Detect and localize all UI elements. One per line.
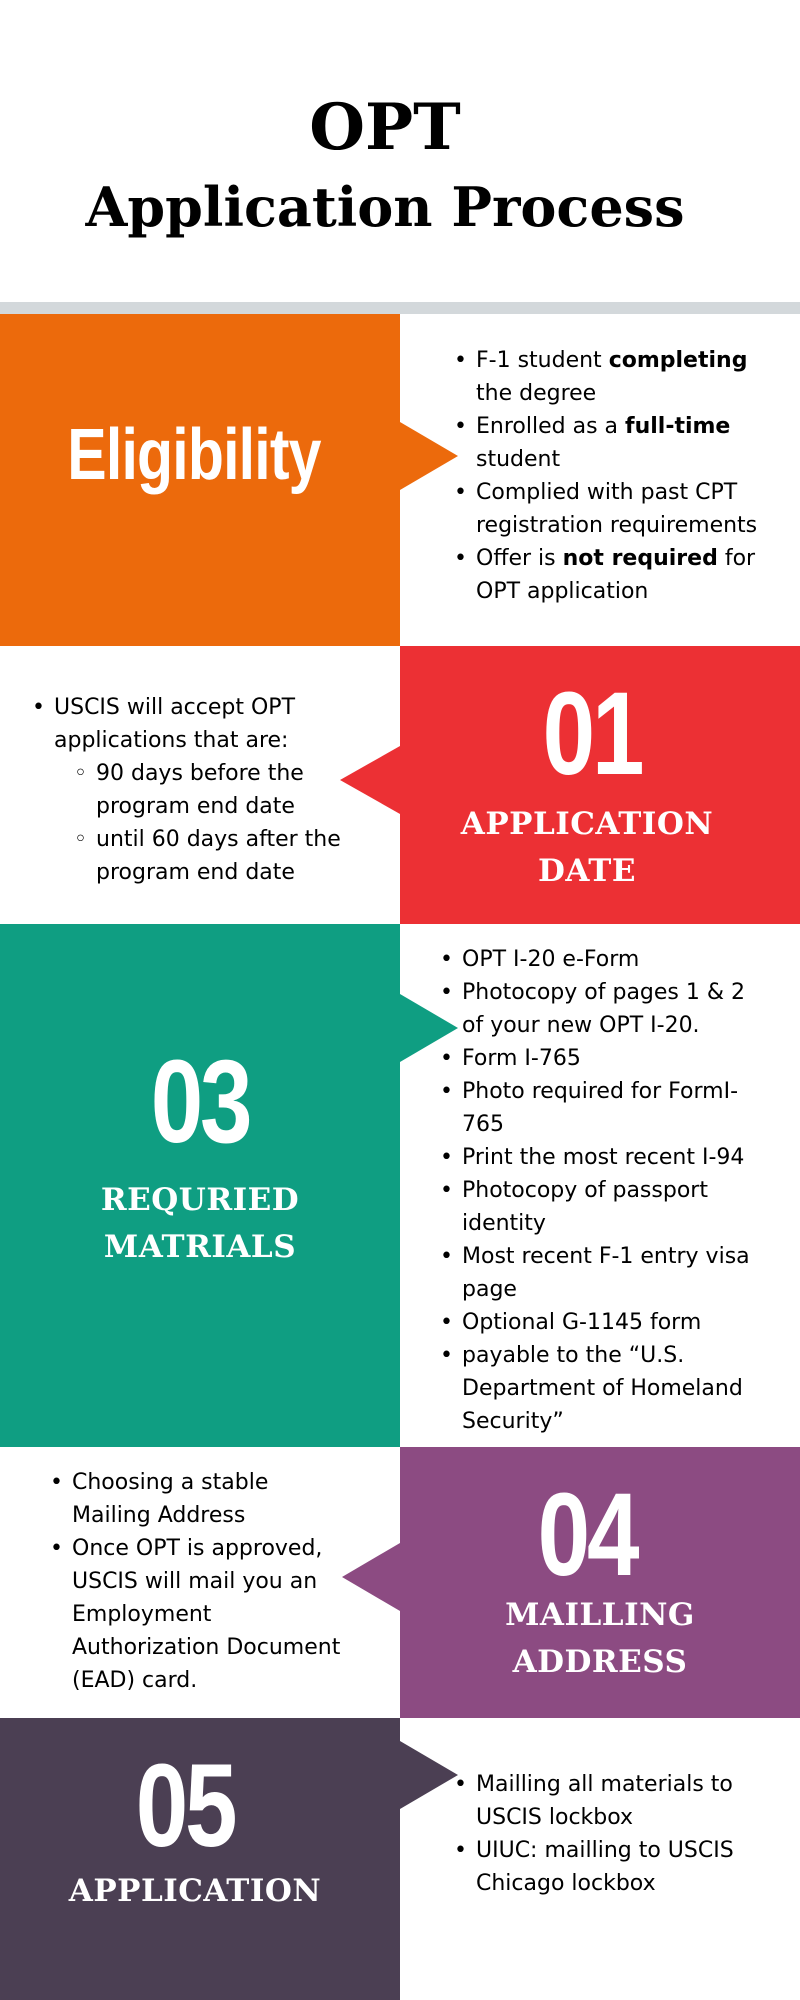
arrow-right	[400, 1741, 458, 1809]
step5-section	[0, 1718, 800, 2000]
step3-item: • Form I-765	[440, 1042, 770, 1075]
arrow-right	[400, 422, 458, 490]
step5-item: • UIUC: mailling to USCIS Chicago lockbox	[454, 1834, 784, 1900]
step4-label: MAILLING ADDRESS	[505, 1597, 695, 1680]
step5-number: 05	[135, 1740, 235, 1872]
eligibility-section	[0, 314, 800, 646]
step3-item: • payable to the “U.S. Department of Homeland Security”	[440, 1339, 770, 1438]
step3-list	[440, 943, 770, 1438]
step3-label: REQURIED MATRIALS	[100, 1182, 300, 1265]
step3-item: • Photocopy of passport identity	[440, 1174, 770, 1240]
step3-item: • Photo required for FormI-765	[440, 1075, 770, 1141]
eligibility-item: • Enrolled as a full-time student	[454, 410, 784, 476]
step4-item: • Once OPT is approved, USCIS will mail you an Employment Authorization Document (EAD) card.	[50, 1532, 350, 1697]
step3-item: • Photocopy of pages 1 & 2 of your new OPT I-20.	[440, 976, 770, 1042]
step3-item: • Most recent F-1 entry visa page	[440, 1240, 770, 1306]
step3-item: • OPT I-20 e-Form	[440, 943, 770, 976]
eligibility-item: • Complied with past CPT registration requirements	[454, 476, 784, 542]
step3-number: 03	[150, 1036, 250, 1168]
step4-item: • Choosing a stable Mailing Address	[50, 1466, 350, 1532]
step1-subitem: ◦ 90 days before the program end date	[32, 757, 362, 823]
step5-list	[454, 1768, 784, 1900]
step1-item: • USCIS will accept OPT applications that are:	[32, 691, 362, 757]
eligibility-list	[454, 344, 784, 608]
step3-item: • Print the most recent I-94	[440, 1141, 770, 1174]
page-subtitle: Application Process	[85, 175, 685, 239]
step1-subitem: ◦ until 60 days after the program end date	[32, 823, 362, 889]
divider	[0, 302, 800, 314]
arrow-left	[342, 1543, 400, 1611]
page-title: OPT	[309, 90, 461, 165]
step4-number: 04	[537, 1469, 637, 1601]
step1-list	[32, 691, 362, 889]
step4-section	[0, 1447, 800, 1718]
step1-number: 01	[542, 668, 642, 800]
step1-section	[0, 646, 800, 924]
step3-item: • Optional G-1145 form	[440, 1306, 770, 1339]
step4-list	[50, 1466, 350, 1697]
step1-label: APPLICATION DATE	[460, 806, 714, 889]
eligibility-title: Eligibility	[67, 415, 321, 495]
step5-label: APPLICATION	[68, 1873, 322, 1909]
eligibility-item: • Offer is not required for OPT application	[454, 542, 784, 608]
eligibility-item: • F-1 student completing the degree	[454, 344, 784, 410]
header	[0, 0, 800, 302]
step3-section	[0, 924, 800, 1447]
step5-item: • Mailling all materials to USCIS lockbox	[454, 1768, 784, 1834]
